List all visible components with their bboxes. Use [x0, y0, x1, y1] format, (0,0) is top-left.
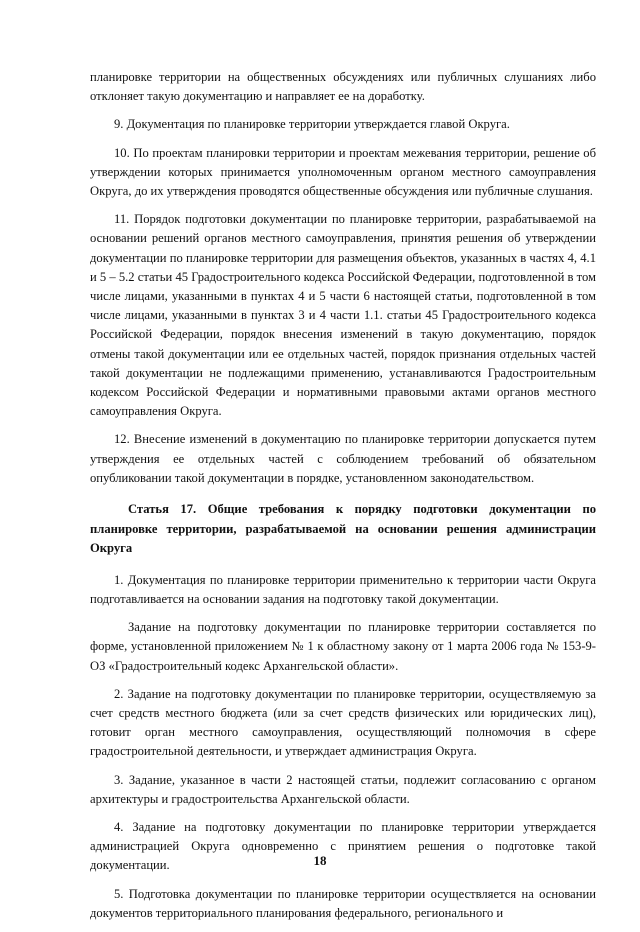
- paragraph-10: 10. По проектам планировки территории и проектам межевания территории, решение об утверждении которых принимается уполномоченным органом местного самоуправления Округа, до их утверждения проводятся общественные обсуждения или публичные слушания.: [90, 145, 596, 199]
- article-17-heading: Статья 17. Общие требования к порядку подготовки документации по планировке территории, разрабатываемой на основании решения администрации Округа: [90, 502, 596, 556]
- document-body: [90, 68, 596, 932]
- paragraph-9: 9. Документация по планировке территории утверждается главой Округа.: [114, 117, 510, 132]
- paragraph-12: 12. Внесение изменений в документацию по планировке территории допускается путем утверждения ее отдельных частей с соблюдением требований об обязательном опубликовании такой документации в порядке, установленном законодательством.: [90, 432, 596, 485]
- article-paragraph-3: 3. Задание, указанное в части 2 настоящей статьи, подлежит согласованию с органом архитектуры и градостроительства Архангельской области.: [90, 772, 596, 806]
- paragraph-11: 11. Порядок подготовки документации по планировке территории, разрабатываемой на основании решений органов местного самоуправления, принятия решения об утверждении документации по планировке территории для размещения объектов, указанных в частях 4, 4.1 и 5 – 5.2 статьи 45 Градостроительного кодекса Российской Федерации, подготовленной в том числе лицами, указанными в пунктах 4 и 5 части 6 настоящей статьи, подготовленной в том числе лицами, указанными в пунктах 3 и 4 части 1.1. статьи 45 Градостроительного кодекса Российской Федерации, порядок внесения изменений в такую документацию, порядок отмены такой документации или ее отдельных частей, порядок признания отдельных частей такой документации не подлежащими применению, устанавливаются Градостроительным кодексом Российской Федерации и нормативными правовыми актами органов местного самоуправления Округа.: [90, 212, 596, 419]
- paragraph-continuation: планировке территории на общественных обсуждениях или публичных слушаниях либо отклоняет такую документацию и направляет ее на доработку.: [90, 70, 596, 104]
- article-paragraph-1-task: Задание на подготовку документации по планировке территории составляется по форме, установленной приложением № 1 к областному закону от 1 марта 2006 года № 153-9-ОЗ «Градостроительный кодекс Архангельской области».: [90, 620, 596, 673]
- article-paragraph-2: 2. Задание на подготовку документации по планировке территории, осуществляемую за счет средств местного бюджета (или за счет средств физических или юридических лиц), готовит орган местного самоуправления, осуществляющий полномочия в сфере градостроительной деятельности, и утверждает администрация Округа.: [90, 686, 596, 759]
- page-number: 18: [313, 853, 327, 868]
- article-paragraph-4: 4. Задание на подготовку документации по планировке территории утверждается администрацией Округа одновременно с принятием решения о подготовке такой документации.: [90, 820, 596, 873]
- article-paragraph-5: 5. Подготовка документации по планировке территории осуществляется на основании документов территориального планирования федерального, регионального и: [90, 886, 596, 920]
- article-paragraph-1: 1. Документация по планировке территории применительно к территории части Округа подготавливается на основании задания на подготовку такой документации.: [90, 572, 596, 607]
